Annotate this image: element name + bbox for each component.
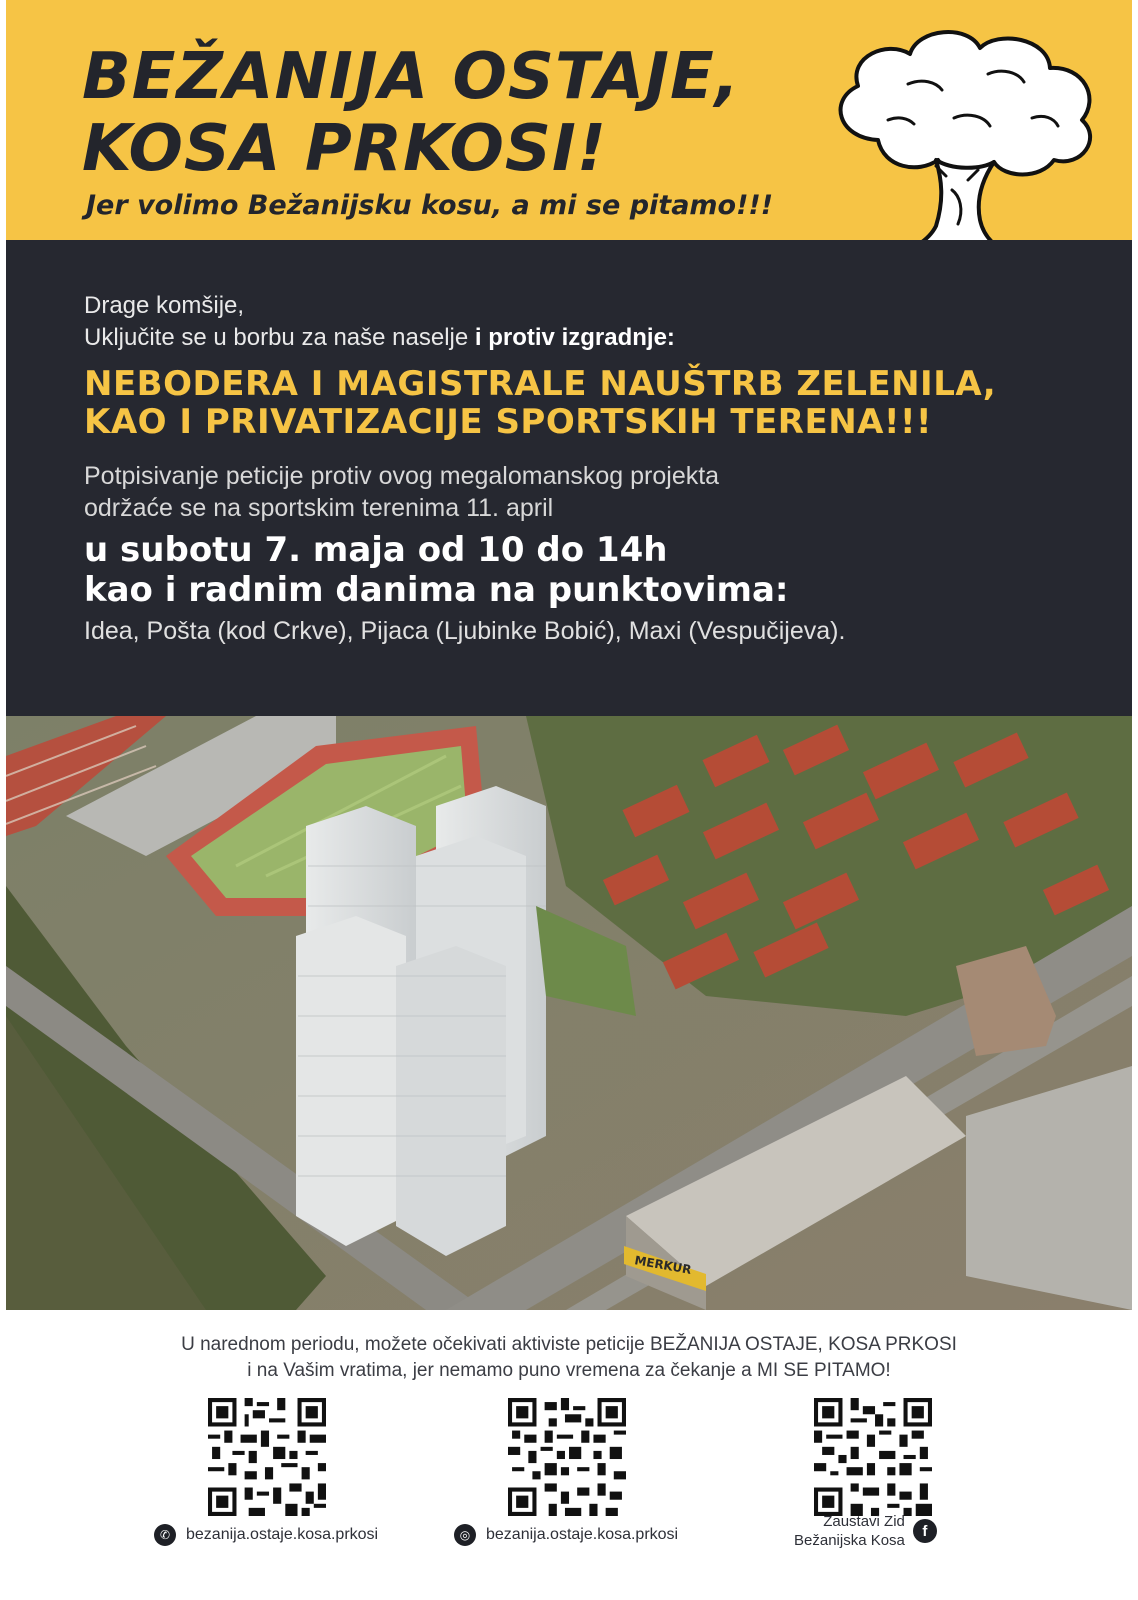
aerial-rendering <box>6 716 1132 1310</box>
store-sign: MERKUR <box>633 1253 693 1277</box>
info-panel <box>6 240 1132 716</box>
call-bold: i protiv izgradnje: <box>474 324 675 351</box>
date-line: u subotu 7. maja od 10 do 14h <box>84 530 668 570</box>
instagram-contact[interactable] <box>454 1524 678 1546</box>
petition-line-2: održaće se na sportskim terenima 11. april <box>84 494 554 522</box>
qr-code-instagram[interactable] <box>508 1398 626 1516</box>
header-banner <box>6 0 1132 240</box>
greeting: Drage komšije, <box>84 292 245 319</box>
points-line: kao i radnim danima na punktovima: <box>84 570 789 610</box>
facebook-line-1: Zaustavi Zid <box>823 1513 905 1530</box>
call-to-action <box>84 324 675 352</box>
viber-handle: bezanija.ostaje.kosa.prkosi <box>186 1526 379 1543</box>
locations-line: Idea, Pošta (kod Crkve), Pijaca (Ljubinke Bobić), Maxi (Vespučijeva). <box>84 617 846 645</box>
facebook-icon: f <box>913 1519 937 1543</box>
highlight-line-2: KAO I PRIVATIZACIJE SPORTSKIH TERENA!!! <box>84 402 932 442</box>
qr-code-facebook[interactable] <box>814 1398 932 1516</box>
footer-line-2: i na Vašim vratima, jer nemamo puno vremena za čekanje a MI SE PITAMO! <box>247 1360 891 1381</box>
tree-icon <box>818 20 1108 270</box>
title-line-1: BEŽANIJA OSTAJE, <box>82 40 740 114</box>
instagram-icon: ◎ <box>454 1524 476 1546</box>
footer-line-1: U narednom periodu, možete očekivati aktiviste peticije BEŽANIJA OSTAJE, KOSA PRKOSI <box>181 1334 957 1355</box>
viber-icon: ✆ <box>154 1524 176 1546</box>
qr-code-viber[interactable] <box>208 1398 326 1516</box>
highlight-line-1: NEBODERA I MAGISTRALE NAUŠTRB ZELENILA, <box>84 364 997 404</box>
petition-line-1: Potpisivanje peticije protiv ovog megalomanskog projekta <box>84 462 720 490</box>
facebook-contact[interactable] <box>794 1512 937 1550</box>
aerial-illustration <box>6 716 1132 1310</box>
facebook-line-2: Bežanijska Kosa <box>794 1532 905 1549</box>
call-prefix: Uključite se u borbu za naše naselje <box>84 324 475 351</box>
subtitle: Jer volimo Bežanijsku kosu, a mi se pitamo!!! <box>86 190 774 221</box>
viber-contact[interactable] <box>154 1524 378 1546</box>
poster <box>6 0 1132 1600</box>
title-line-2: KOSA PRKOSI! <box>82 112 607 186</box>
instagram-handle: bezanija.ostaje.kosa.prkosi <box>486 1526 679 1543</box>
facebook-page-name <box>794 1512 905 1550</box>
